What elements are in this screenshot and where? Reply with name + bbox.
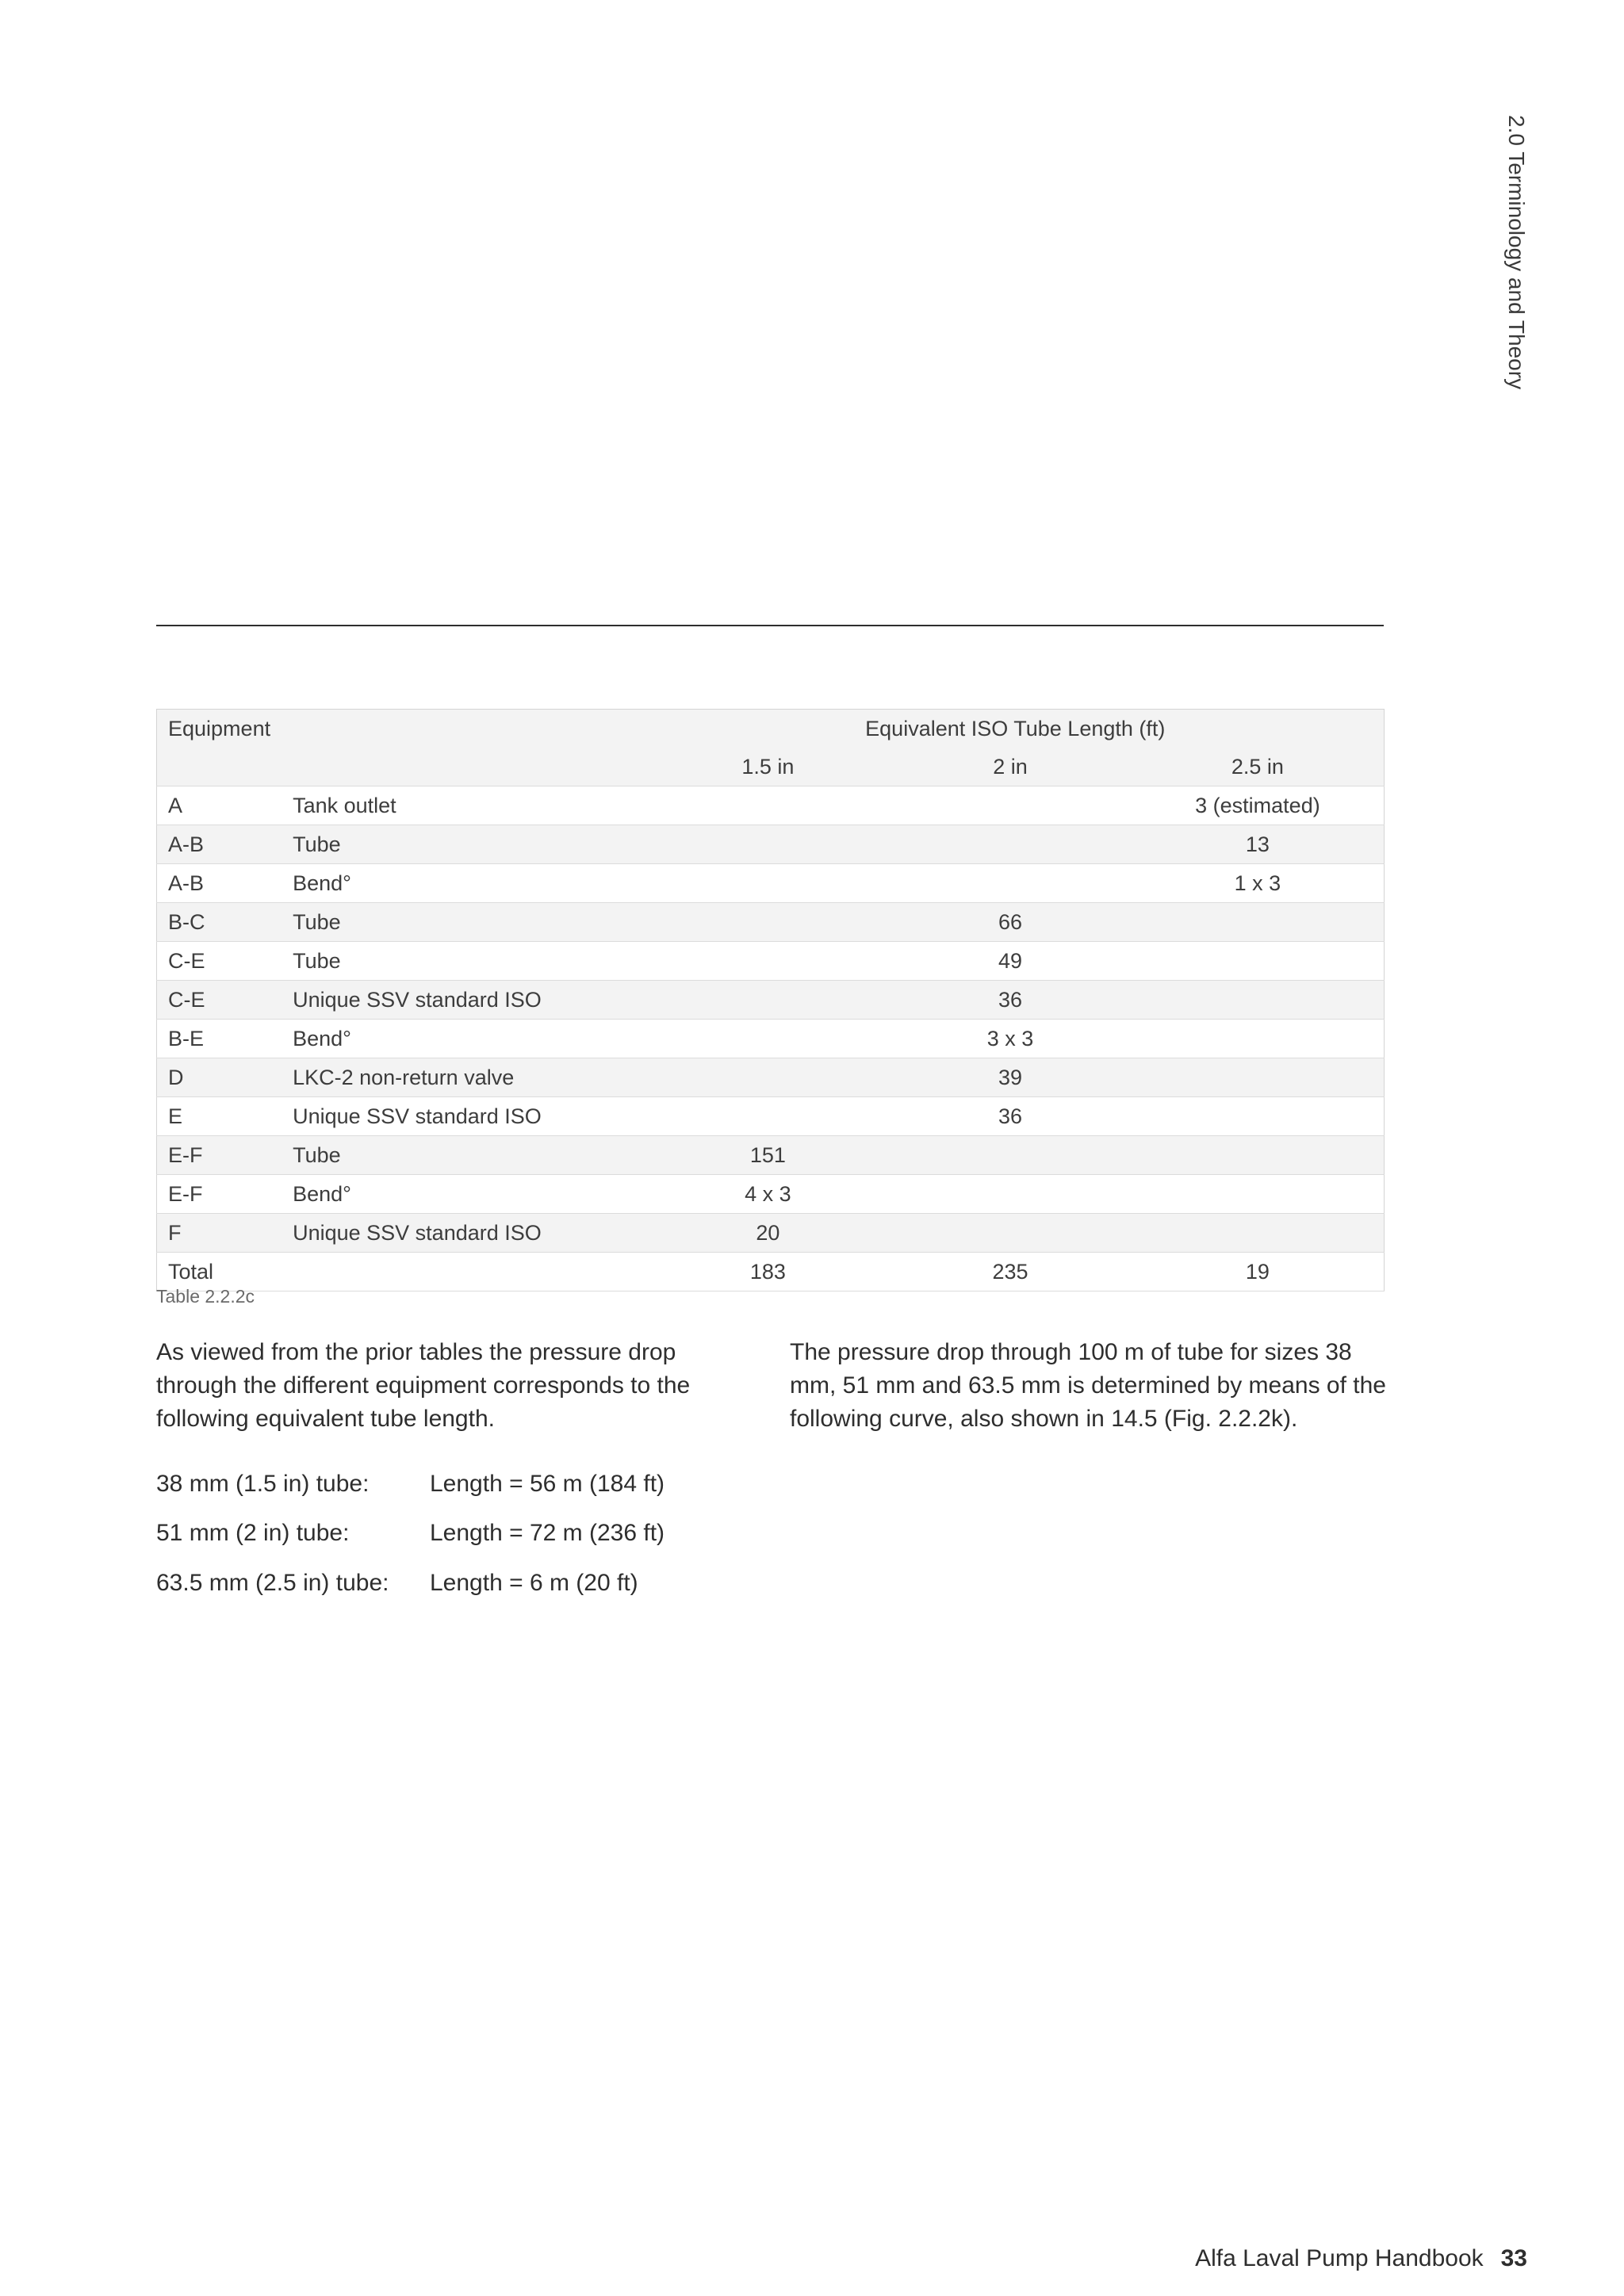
equipment-description: Tube — [282, 903, 646, 942]
value-2-5-in: 13 — [1132, 825, 1385, 864]
footer-title: Alfa Laval Pump Handbook — [1195, 2245, 1484, 2271]
value-2-in: 36 — [889, 981, 1132, 1020]
table-header-row — [157, 710, 1385, 748]
value-2-in — [889, 1175, 1132, 1214]
value-1-5-in — [647, 1020, 890, 1058]
equipment-description: Bend° — [282, 864, 646, 903]
equipment-description: LKC-2 non-return valve — [282, 1058, 646, 1097]
equipment-code: A-B — [157, 825, 282, 864]
table-row — [157, 825, 1385, 864]
table-row — [157, 1020, 1385, 1058]
length-value: Length = 56 m (184 ft) — [430, 1471, 665, 1497]
value-2-5-in — [1132, 903, 1385, 942]
length-label: 51 mm (2 in) tube: — [156, 1520, 350, 1546]
length-value: Length = 72 m (236 ft) — [430, 1520, 665, 1546]
value-2-5-in — [1132, 942, 1385, 981]
equipment-description: Tube — [282, 825, 646, 864]
table-row — [157, 786, 1385, 825]
length-value: Length = 6 m (20 ft) — [430, 1570, 638, 1596]
value-2-in — [889, 1136, 1132, 1175]
equipment-description — [282, 1253, 646, 1292]
header-size: 2 in — [889, 748, 1132, 786]
value-1-5-in — [647, 1097, 890, 1136]
value-2-5-in — [1132, 1020, 1385, 1058]
equipment-code: F — [157, 1214, 282, 1253]
length-row — [156, 1570, 638, 1597]
horizontal-rule — [156, 625, 1384, 626]
equipment-description: Tank outlet — [282, 786, 646, 825]
value-1-5-in — [647, 981, 890, 1020]
value-2-5-in — [1132, 1097, 1385, 1136]
table-row — [157, 942, 1385, 981]
equivalent-length-table — [156, 709, 1385, 1292]
equipment-description: Bend° — [282, 1175, 646, 1214]
value-2-in: 39 — [889, 1058, 1132, 1097]
equipment-code: Total — [157, 1253, 282, 1292]
equipment-code: B-E — [157, 1020, 282, 1058]
value-2-5-in — [1132, 1136, 1385, 1175]
value-1-5-in — [647, 942, 890, 981]
equipment-code: A — [157, 786, 282, 825]
equipment-description: Tube — [282, 942, 646, 981]
value-2-5-in — [1132, 1058, 1385, 1097]
value-1-5-in — [647, 903, 890, 942]
equipment-description: Tube — [282, 1136, 646, 1175]
equipment-code: E — [157, 1097, 282, 1136]
value-1-5-in: 183 — [647, 1253, 890, 1292]
equipment-description: Unique SSV standard ISO — [282, 1214, 646, 1253]
value-2-in: 49 — [889, 942, 1132, 981]
value-2-in: 3 x 3 — [889, 1020, 1132, 1058]
equipment-code: A-B — [157, 864, 282, 903]
equipment-code: E-F — [157, 1175, 282, 1214]
value-2-5-in: 3 (estimated) — [1132, 786, 1385, 825]
page-footer — [1195, 2245, 1527, 2272]
table-row — [157, 903, 1385, 942]
value-1-5-in — [647, 864, 890, 903]
length-row — [156, 1471, 665, 1498]
table-row — [157, 1214, 1385, 1253]
left-paragraph: As viewed from the prior tables the pressure drop through the different equipment corresponds to the following equivalent tube length. — [156, 1339, 691, 1432]
value-1-5-in — [647, 786, 890, 825]
value-2-in: 235 — [889, 1253, 1132, 1292]
table-row — [157, 1097, 1385, 1136]
value-2-in: 36 — [889, 1097, 1132, 1136]
value-1-5-in — [647, 825, 890, 864]
value-2-in — [889, 786, 1132, 825]
equipment-description: Unique SSV standard ISO — [282, 1097, 646, 1136]
equipment-description: Unique SSV standard ISO — [282, 981, 646, 1020]
header-group: Equivalent ISO Tube Length (ft) — [647, 710, 1385, 748]
value-2-5-in: 1 x 3 — [1132, 864, 1385, 903]
value-2-in — [889, 1214, 1132, 1253]
equipment-code: B-C — [157, 903, 282, 942]
table-row — [157, 1175, 1385, 1214]
table-total-row — [157, 1253, 1385, 1292]
table-subheader-row — [157, 748, 1385, 786]
value-1-5-in: 20 — [647, 1214, 890, 1253]
value-2-in: 66 — [889, 903, 1132, 942]
length-label: 38 mm (1.5 in) tube: — [156, 1471, 370, 1497]
equipment-code: C-E — [157, 981, 282, 1020]
right-paragraph: The pressure drop through 100 m of tube for sizes 38 mm, 51 mm and 63.5 mm is determined by means of the following curve, also shown in 14.5 (Fig. 2.2.2k). — [790, 1339, 1386, 1432]
table-row — [157, 864, 1385, 903]
table-row — [157, 1058, 1385, 1097]
section-side-tab: 2.0 Terminology and Theory — [1504, 115, 1529, 390]
table-row — [157, 981, 1385, 1020]
value-2-5-in — [1132, 981, 1385, 1020]
table-row — [157, 1136, 1385, 1175]
value-2-in — [889, 825, 1132, 864]
length-row — [156, 1520, 665, 1547]
equipment-description: Bend° — [282, 1020, 646, 1058]
value-2-5-in — [1132, 1214, 1385, 1253]
header-equipment: Equipment — [157, 710, 282, 748]
table-caption: Table 2.2.2c — [156, 1286, 255, 1307]
value-2-in — [889, 864, 1132, 903]
equipment-code: C-E — [157, 942, 282, 981]
value-1-5-in: 4 x 3 — [647, 1175, 890, 1214]
equipment-code: D — [157, 1058, 282, 1097]
page-number: 33 — [1500, 2245, 1527, 2271]
header-size: 2.5 in — [1132, 748, 1385, 786]
length-label: 63.5 mm (2.5 in) tube: — [156, 1570, 389, 1596]
equipment-code: E-F — [157, 1136, 282, 1175]
header-size: 1.5 in — [647, 748, 890, 786]
value-2-5-in — [1132, 1175, 1385, 1214]
value-1-5-in: 151 — [647, 1136, 890, 1175]
value-2-5-in: 19 — [1132, 1253, 1385, 1292]
value-1-5-in — [647, 1058, 890, 1097]
